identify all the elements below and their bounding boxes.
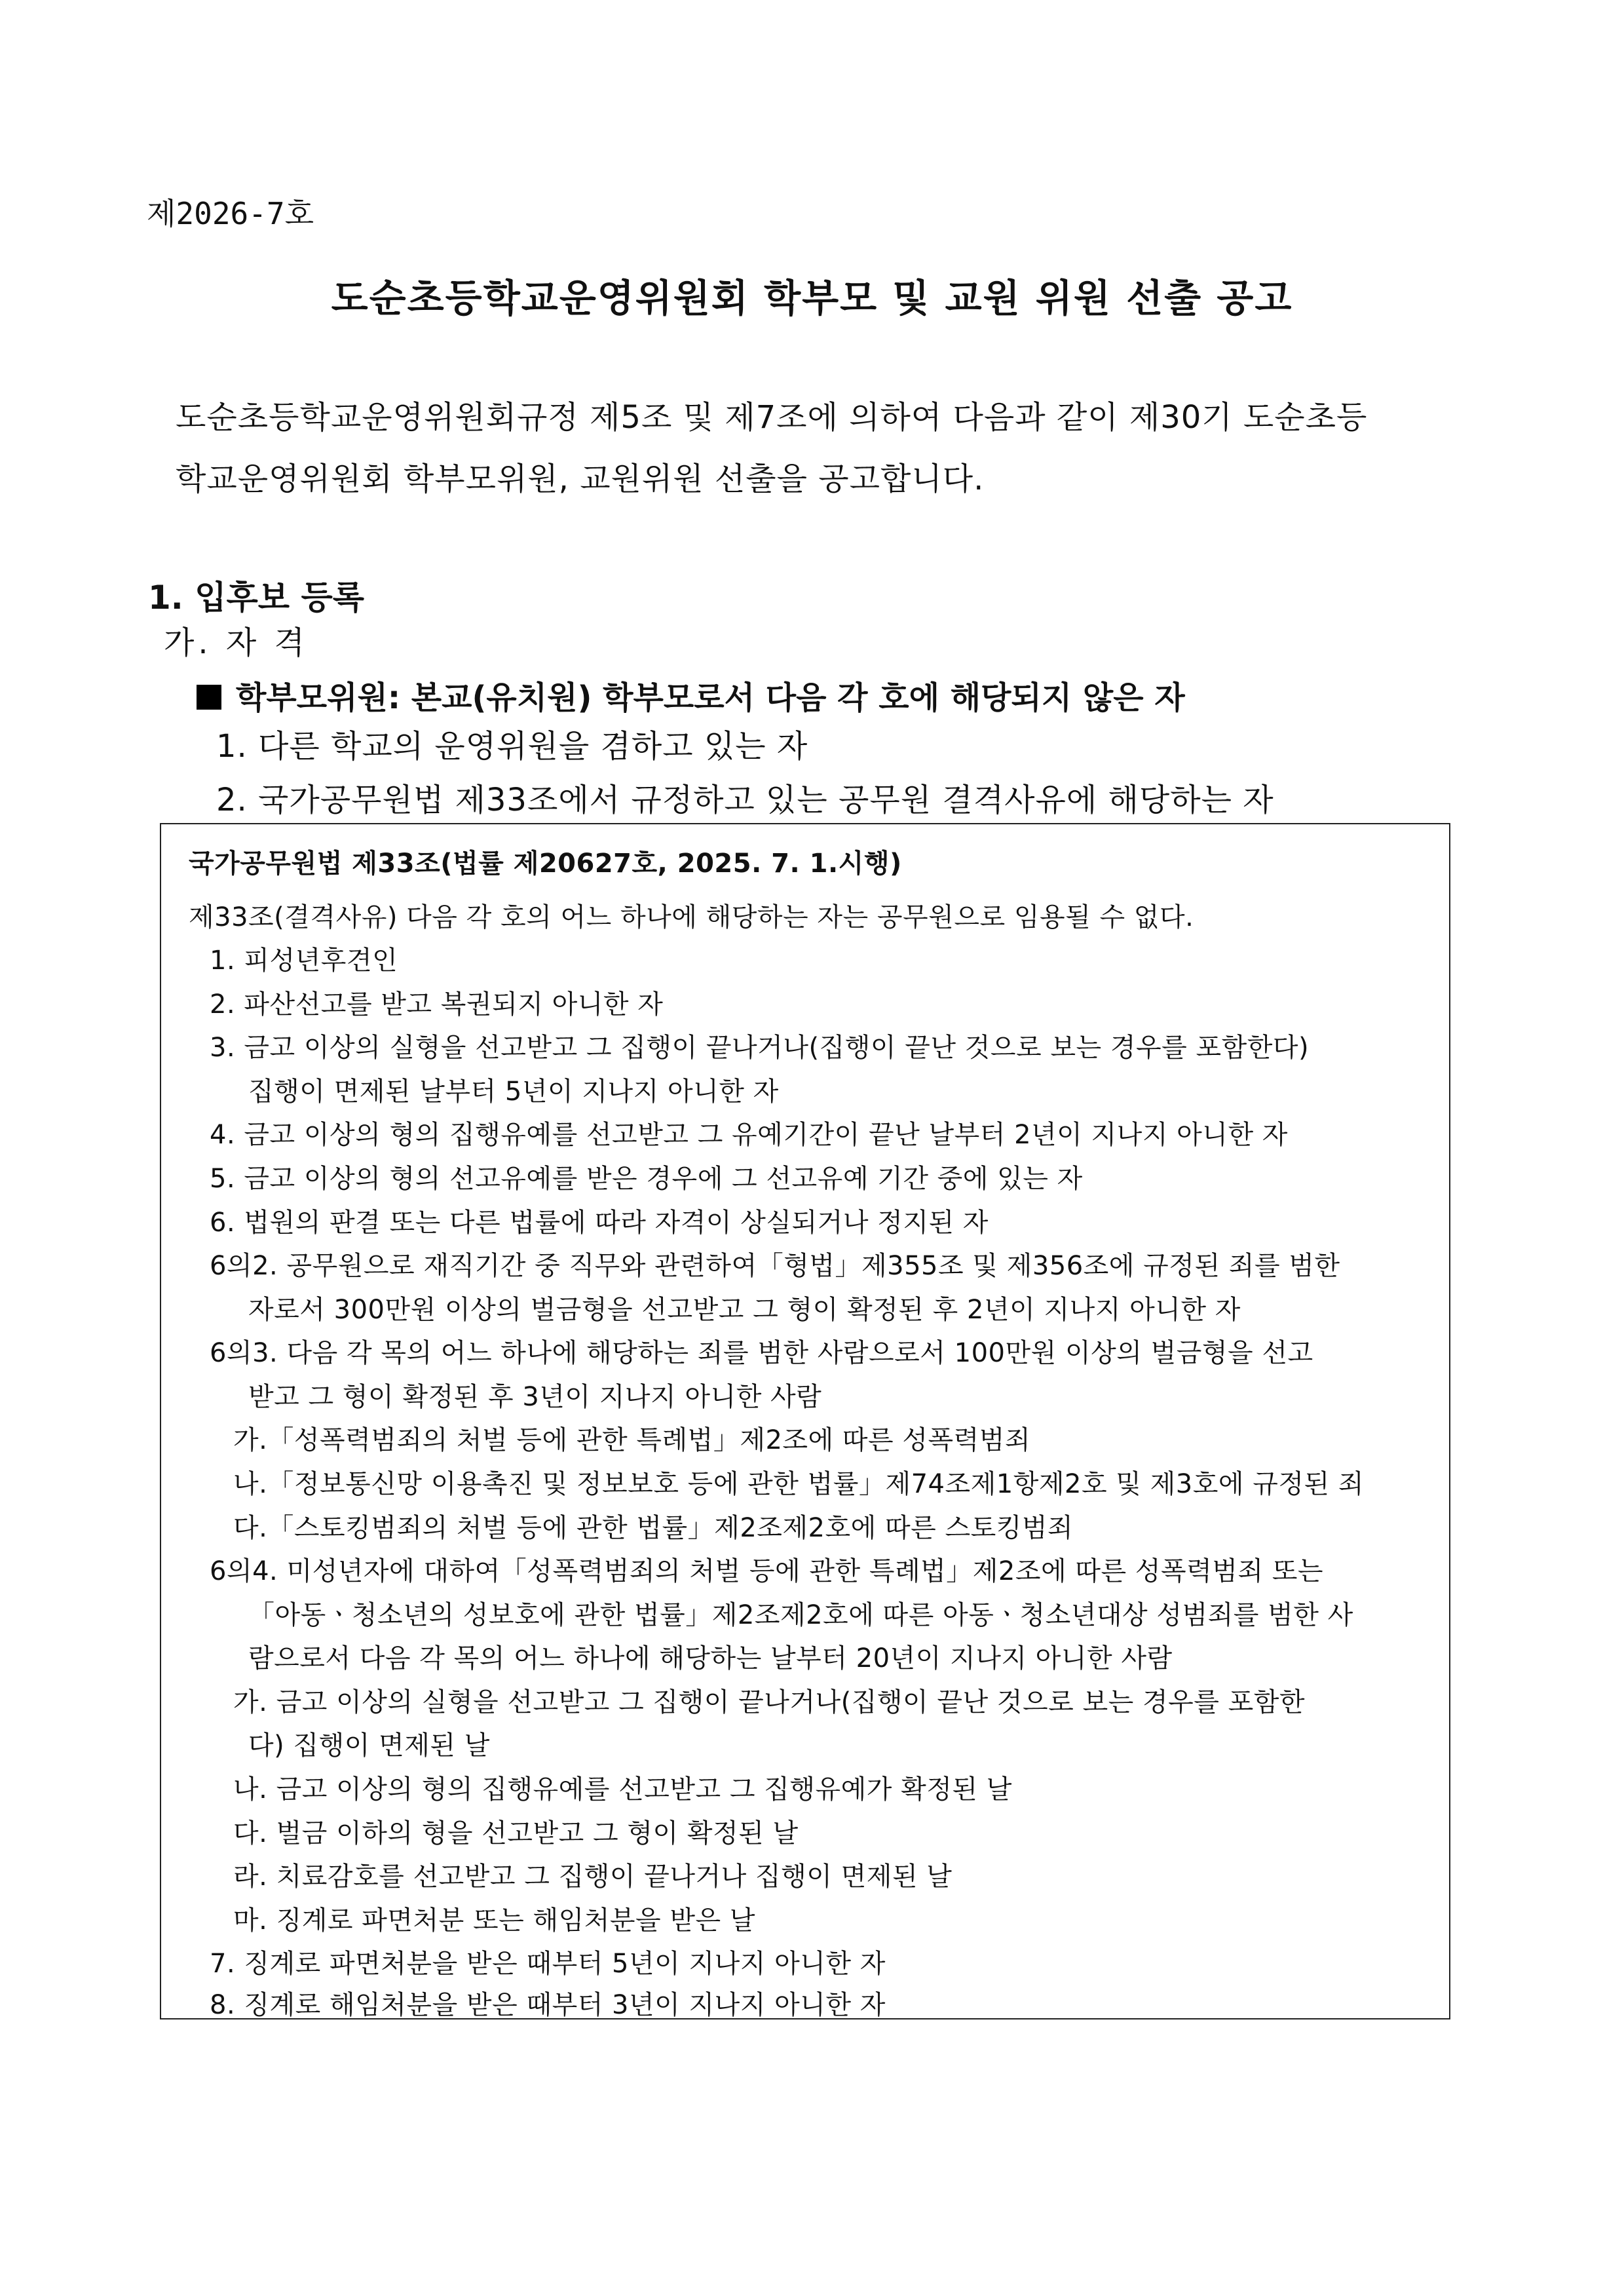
intro-paragraph-line-1: 도순초등학교운영위원회규정 제5조 및 제7조에 의하여 다음과 같이 제30기 도순초등 [176,399,1368,436]
law-line: 3. 금고 이상의 실형을 선고받고 그 집행이 끝나거나(집행이 끝난 것으로 보는 경우를 포함한다) [210,1033,1310,1063]
law-line: 나.「정보통신망 이용촉진 및 정보보호 등에 관한 법률」제74조제1항제2호 및 제3호에 규정된 죄 [233,1469,1365,1499]
law-line: 나. 금고 이상의 형의 집행유예를 선고받고 그 집행유예가 확정된 날 [233,1774,1012,1805]
page-title: 도순초등학교운영위원회 학부모 및 교원 위원 선출 공고 [331,276,1293,320]
law-line: 6의3. 다음 각 목의 어느 하나에 해당하는 죄를 범한 사람으로서 100만원 이상의 벌금형을 선고 [210,1338,1313,1368]
subsection-heading: 가. 자 격 [164,624,309,661]
law-line: 가. 금고 이상의 실형을 선고받고 그 집행이 끝나거나(집행이 끝난 것으로 보는 경우를 포함한 [233,1687,1306,1717]
law-line: 제33조(결격사유) 다음 각 호의 어느 하나에 해당하는 자는 공무원으로 임용될 수 없다. [189,902,1194,932]
law-line: 1. 피성년후견인 [210,946,398,976]
criteria-item: 1. 다른 학교의 운영위원을 겸하고 있는 자 [216,728,808,765]
law-line: 집행이 면제된 날부터 5년이 지나지 아니한 자 [248,1077,779,1107]
law-line: 받고 그 형이 확정된 후 3년이 지나지 아니한 사람 [248,1382,822,1412]
law-line: 5. 금고 이상의 형의 선고유예를 받은 경우에 그 선고유예 기간 중에 있는 자 [210,1164,1083,1194]
law-line: 6의4. 미성년자에 대하여「성폭력범죄의 처벌 등에 관한 특례법」제2조에 따른 성폭력범죄 또는 [210,1556,1324,1586]
law-line: 다. 벌금 이하의 형을 선고받고 그 형이 확정된 날 [233,1818,799,1848]
law-line: 자로서 300만원 이상의 벌금형을 선고받고 그 형이 확정된 후 2년이 지나지 아니한 자 [248,1295,1241,1325]
law-line: 2. 파산선고를 받고 복권되지 아니한 자 [210,989,664,1020]
law-line: 마. 징계로 파면처분 또는 해임처분을 받은 날 [233,1905,756,1936]
black-square-bullet-icon [197,685,221,710]
law-box-heading: 국가공무원법 제33조(법률 제20627호, 2025. 7. 1.시행) [189,849,902,879]
law-line: 다.「스토킹범죄의 처벌 등에 관한 법률」제2조제2호에 따른 스토킹범죄 [233,1513,1074,1543]
law-line: 6의2. 공무원으로 재직기간 중 직무와 관련하여「형법」제355조 및 제356조에 규정된 죄를 범한 [210,1251,1340,1281]
law-line: 람으로서 다음 각 목의 어느 하나에 해당하는 날부터 20년이 지나지 아니한 사람 [248,1643,1173,1674]
intro-paragraph-line-2: 학교운영위원회 학부모위원, 교원위원 선출을 공고합니다. [176,461,985,497]
law-line: 라. 치료감호를 선고받고 그 집행이 끝나거나 집행이 면제된 날 [233,1862,953,1892]
criteria-text: 학부모위원: 본교(유치원) 학부모로서 다음 각 호에 해당되지 않은 자 [236,679,1185,716]
criteria-item: 2. 국가공무원법 제33조에서 규정하고 있는 공무원 결격사유에 해당하는 자 [216,782,1274,818]
law-line: 4. 금고 이상의 형의 집행유예를 선고받고 그 유예기간이 끝난 날부터 2년이 지나지 아니한 자 [210,1120,1288,1150]
law-line: 8. 징계로 해임처분을 받은 때부터 3년이 지나지 아니한 자 [210,1990,886,2020]
law-line: 6. 법원의 판결 또는 다른 법률에 따라 자격이 상실되거나 정지된 자 [210,1208,989,1238]
law-line: 다) 집행이 면제된 날 [248,1731,490,1761]
section-heading: 1. 입후보 등록 [148,579,365,617]
law-line: 「아동ㆍ청소년의 성보호에 관한 법률」제2조제2호에 따른 아동ㆍ청소년대상 성범죄를 범한 사 [248,1600,1353,1630]
law-excerpt-box [160,823,1450,2019]
law-line: 가.「성폭력범죄의 처벌 등에 관한 특례법」제2조에 따른 성폭력범죄 [233,1425,1031,1455]
law-line: 7. 징계로 파면처분을 받은 때부터 5년이 지나지 아니한 자 [210,1949,886,1979]
criteria-label [197,672,1185,718]
document-number: 제2026-7호 [147,196,314,231]
